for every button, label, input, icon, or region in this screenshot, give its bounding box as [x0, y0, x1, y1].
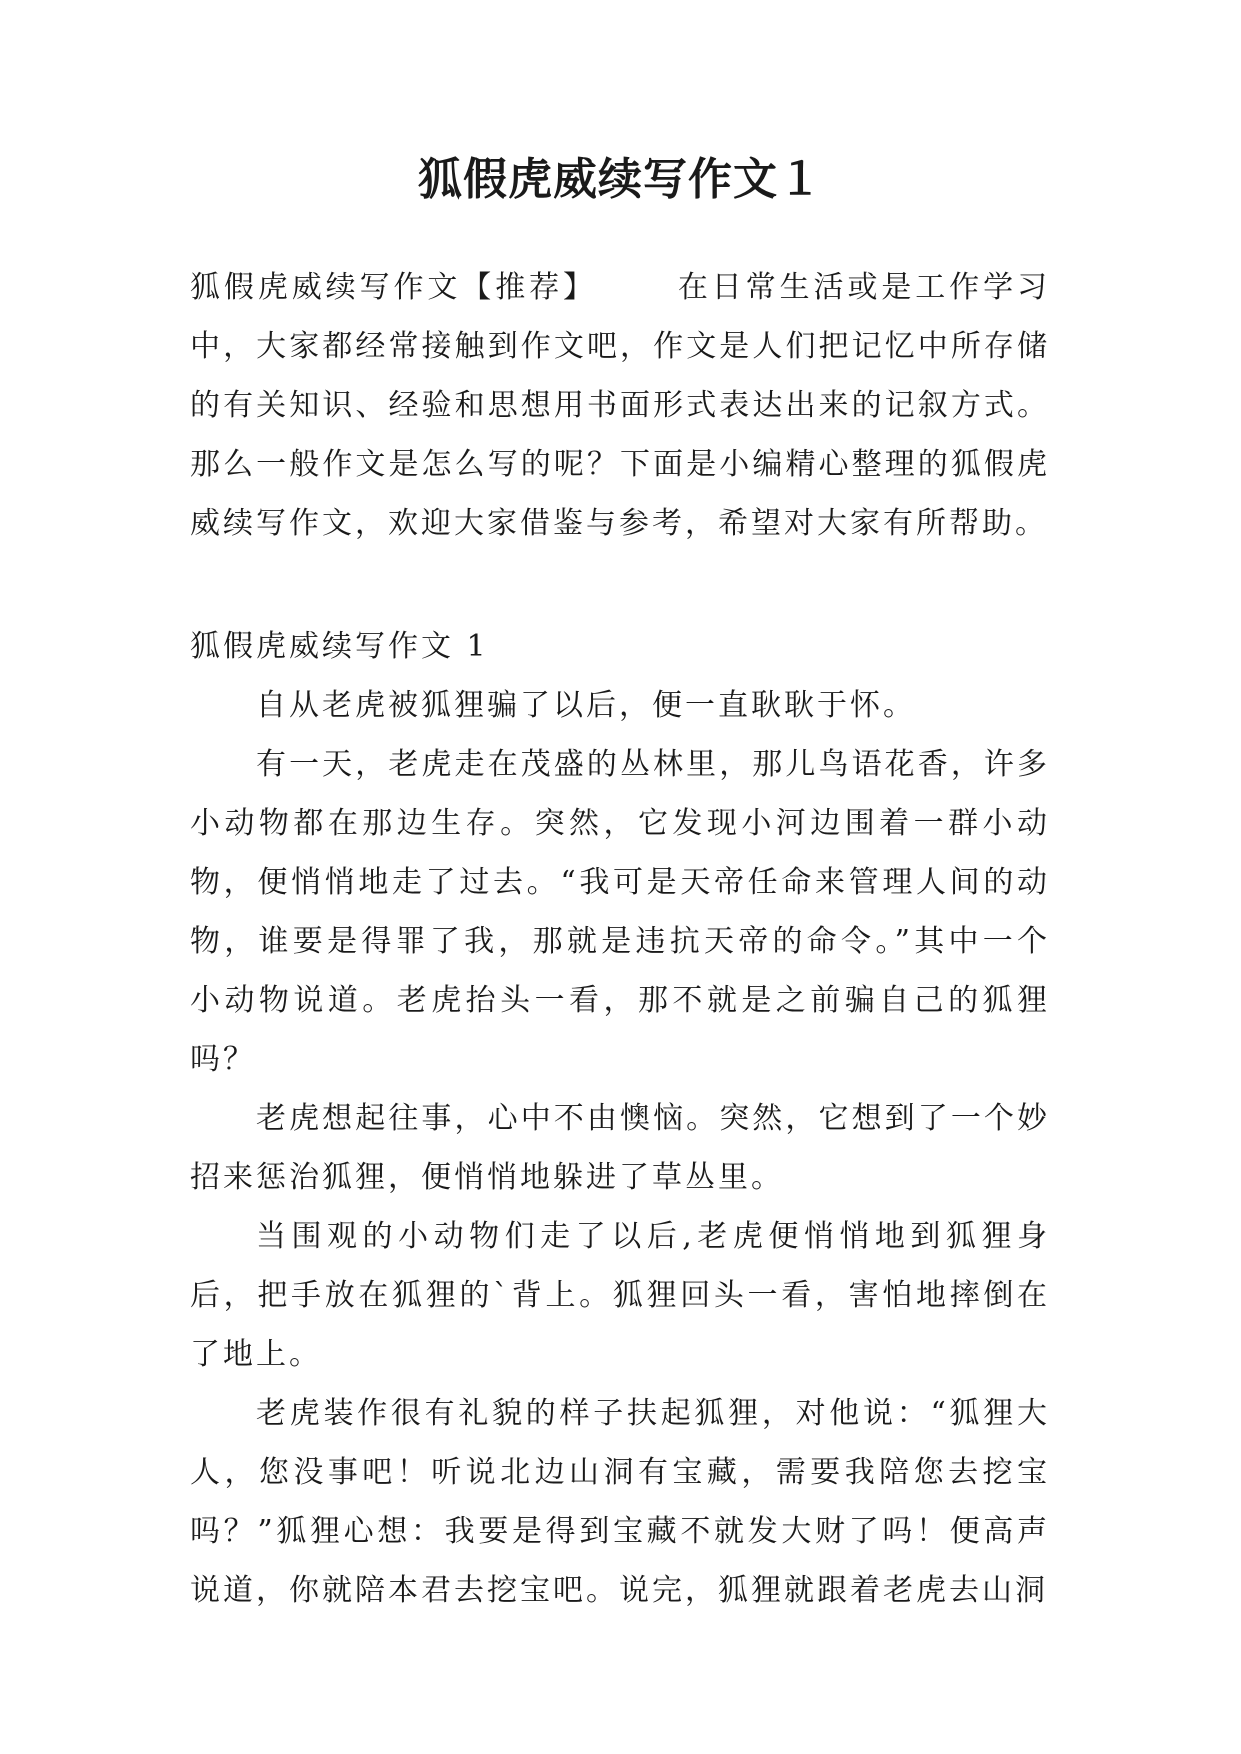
story-paragraph-5: 老虎装作很有礼貌的样子扶起狐狸，对他说：“狐狸大人，您没事吧！听说北边山洞有宝藏，需要我陪您去挖宝吗？”狐狸心想：我要是得到宝藏不就发大财了吗！便高声说道，你就陪本君去挖宝吧。说完，狐狸就跟着老虎去山洞 — [190, 1396, 1050, 1608]
story-paragraph-4: 当围观的小动物们走了以后,老虎便悄悄地到狐狸身后，把手放在狐狸的`背上。狐狸回头一看，害怕地摔倒在了地上。 — [190, 1219, 1050, 1372]
document-body — [190, 258, 1050, 1620]
story-paragraph-3: 老虎想起往事，心中不由懊恼。突然，它想到了一个妙招来惩治狐狸，便悄悄地躲进了草丛里。 — [190, 1101, 1050, 1195]
story-paragraph-1: 自从老虎被狐狸骗了以后，便一直耿耿于怀。 — [256, 688, 916, 723]
intro-paragraph — [190, 258, 1050, 553]
intro-lead: 狐假虎威续写作文【推荐】 — [190, 270, 597, 305]
section-heading: 狐假虎威续写作文 1 — [190, 629, 489, 664]
document-title: 狐假虎威续写作文１ — [418, 154, 823, 205]
intro-text: 在日常生活或是工作学习中，大家都经常接触到作文吧，作文是人们把记忆中所存储的有关知识、经验和思想用书面形式表达出来的记叙方式。那么一般作文是怎么写的呢？下面是小编精心整理的狐假虎威续写作文，欢迎大家借鉴与参考，希望对大家有所帮助。 — [190, 270, 1051, 541]
story-paragraph-2: 有一天，老虎走在茂盛的丛林里，那儿鸟语花香，许多小动物都在那边生存。突然，它发现小河边围着一群小动物，便悄悄地走了过去。“我可是天帝任命来管理人间的动物，谁要是得罪了我，那就是违抗天帝的命令。”其中一个小动物说道。老虎抬头一看，那不就是之前骗自己的狐狸吗？ — [190, 747, 1050, 1077]
